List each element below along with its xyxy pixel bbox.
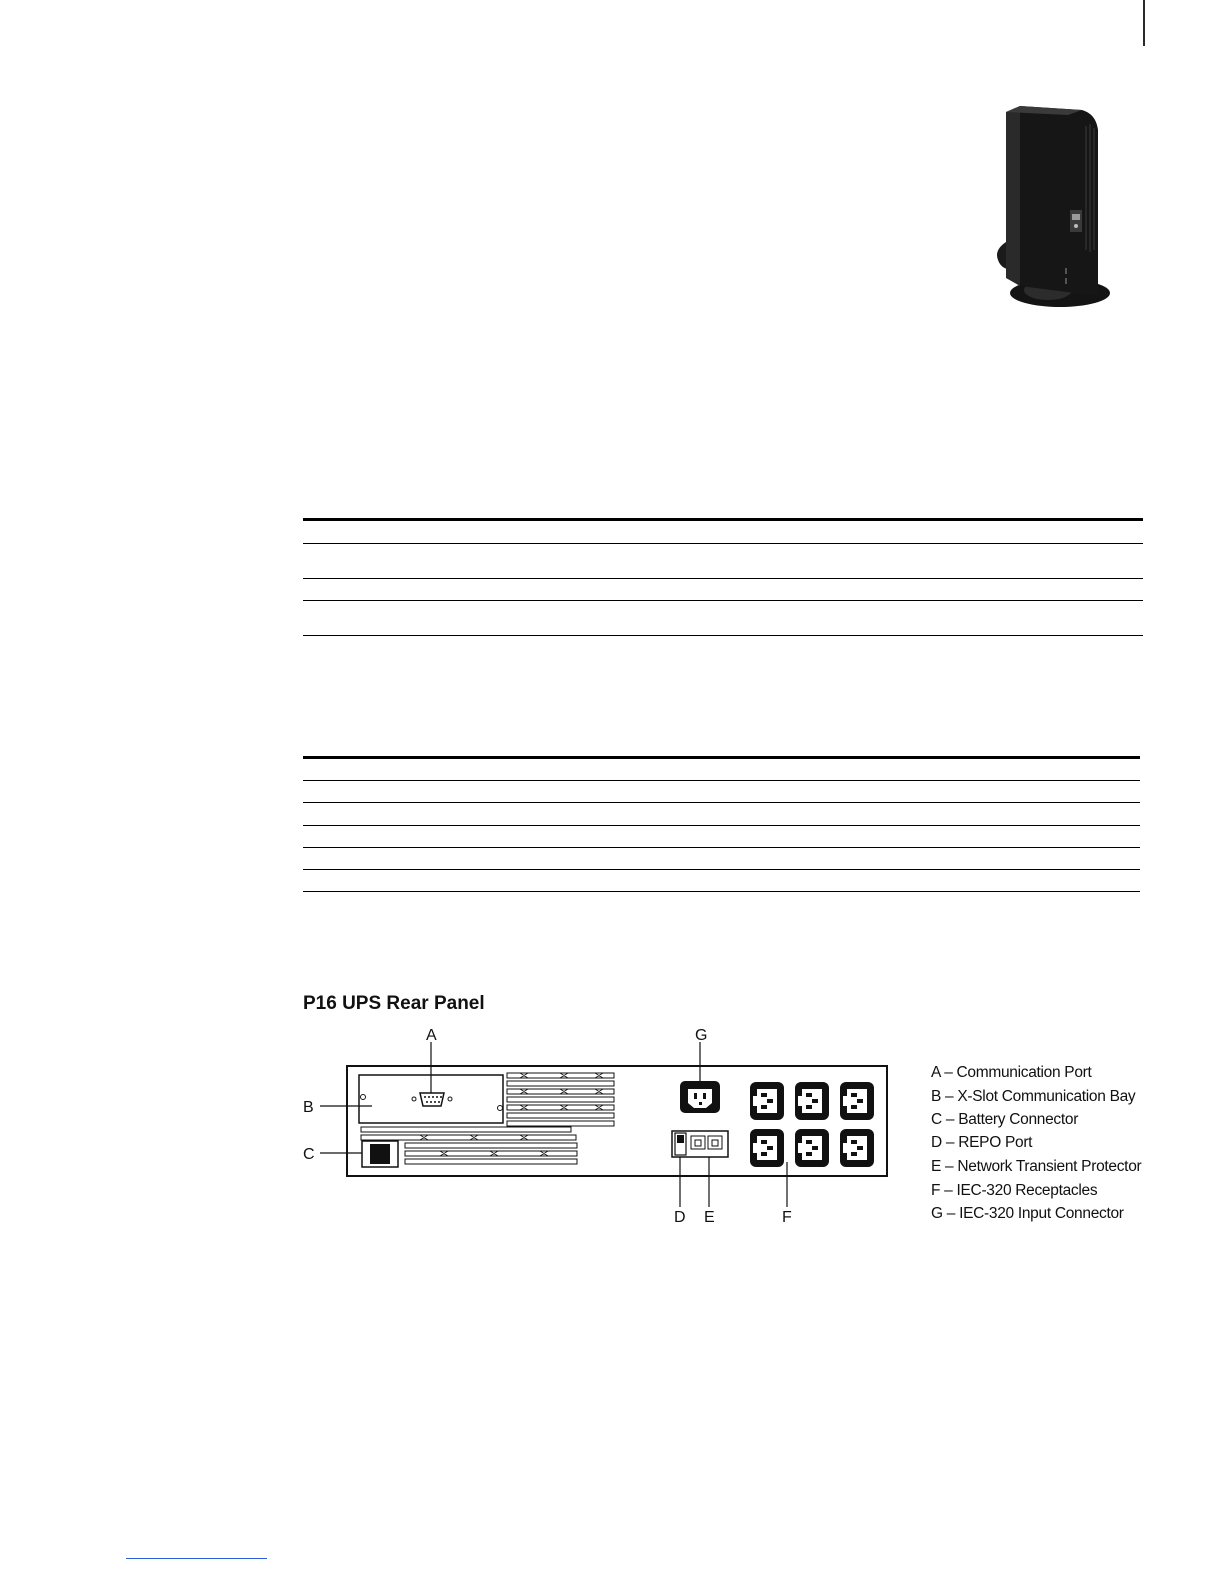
table-row-rule	[303, 847, 1140, 848]
receptacle-pin	[851, 1140, 857, 1144]
table-top-rule	[303, 518, 1143, 521]
receptacle-pin	[806, 1140, 812, 1144]
table-row-rule	[303, 578, 1143, 579]
ups-tower-photo	[990, 100, 1110, 312]
legend-item-b: B – X-Slot Communication Bay	[931, 1088, 1136, 1105]
receptacle-pin	[806, 1105, 812, 1109]
top-divider	[1143, 0, 1145, 46]
repo-and-network-ports	[672, 1131, 728, 1157]
receptacle-pin	[761, 1140, 767, 1144]
table-row-rule	[303, 600, 1143, 601]
receptacle-pin	[761, 1093, 767, 1097]
table-row-rule	[303, 802, 1140, 803]
legend-item-g: G – IEC-320 Input Connector	[931, 1205, 1124, 1222]
legend-item-e: E – Network Transient Protector	[931, 1158, 1142, 1175]
callout-g: G	[695, 1027, 708, 1044]
callout-a: A	[426, 1027, 437, 1044]
legend-item-c: C – Battery Connector	[931, 1111, 1079, 1128]
table-row-rule	[303, 780, 1140, 781]
legend-item-d: D – REPO Port	[931, 1134, 1033, 1151]
callout-b: B	[303, 1099, 314, 1116]
legend-item-a: A – Communication Port	[931, 1064, 1092, 1081]
spec-table-1	[303, 518, 1143, 638]
figure-title: P16 UPS Rear Panel	[303, 993, 485, 1014]
callout-c: C	[303, 1146, 315, 1163]
table-row-rule	[303, 825, 1140, 826]
table-row-rule	[303, 543, 1143, 544]
receptacle-pin	[851, 1105, 857, 1109]
table-bottom-rule	[303, 891, 1140, 892]
legend-item-f: F – IEC-320 Receptacles	[931, 1182, 1098, 1199]
table-row-rule	[303, 869, 1140, 870]
receptacle-pin	[812, 1099, 818, 1103]
receptacle-pin	[851, 1093, 857, 1097]
battery-connector	[362, 1141, 398, 1167]
footer-link-underline	[126, 1558, 267, 1559]
callout-d: D	[674, 1209, 686, 1226]
table-top-rule	[303, 756, 1140, 759]
receptacle-pin	[857, 1146, 863, 1150]
callout-f: F	[782, 1209, 792, 1226]
callout-e: E	[704, 1209, 715, 1226]
receptacle-pin	[812, 1146, 818, 1150]
receptacle-pin	[767, 1146, 773, 1150]
iec-input-connector	[680, 1081, 720, 1113]
receptacle-pin	[806, 1093, 812, 1097]
receptacle-pin	[857, 1099, 863, 1103]
spec-table-2	[303, 756, 1140, 896]
receptacle-pin	[767, 1099, 773, 1103]
receptacle-pin	[761, 1105, 767, 1109]
receptacle-pin	[806, 1152, 812, 1156]
receptacle-pin	[851, 1152, 857, 1156]
table-bottom-rule	[303, 635, 1143, 636]
rear-panel-diagram	[296, 1020, 896, 1230]
receptacle-pin	[761, 1152, 767, 1156]
